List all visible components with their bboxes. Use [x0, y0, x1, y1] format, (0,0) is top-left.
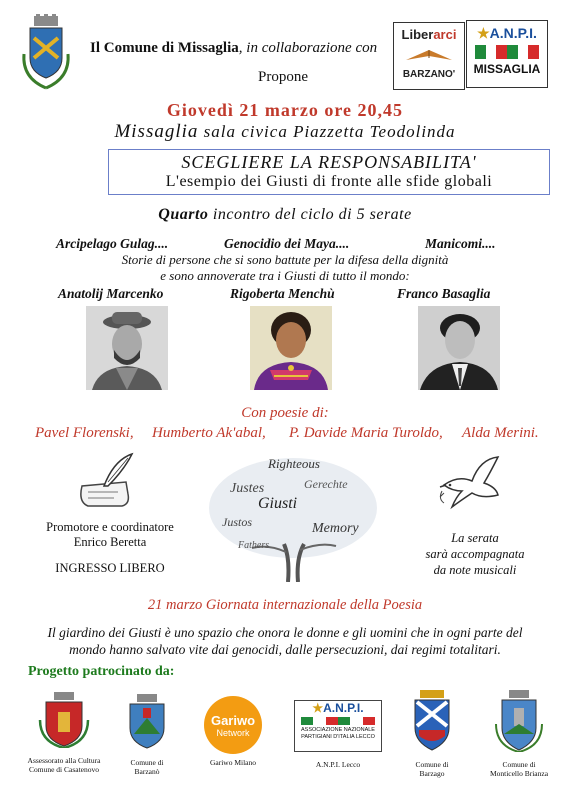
tree-word-3: Gerechte: [304, 477, 348, 491]
person-name-3: Franco Basaglia: [397, 286, 491, 301]
tree-word-7: Fathers: [238, 540, 270, 551]
anpi-lecco-logo: ★A.N.P.I. ASSOCIAZIONE NAZIONALE PARTIGIANI D'ITALIA LECCO: [294, 700, 382, 752]
title-box: [108, 149, 550, 195]
portrait-basaglia: [418, 306, 500, 390]
sponsor-anpi-lecco: ★A.N.P.I. ASSOCIAZIONE NAZIONALE PARTIGIANI D'ITALIA LECCO A.N.P.I. Lecco: [288, 700, 388, 769]
sponsors-heading: Progetto patrocinato da:: [28, 664, 175, 679]
book-icon: [394, 42, 464, 64]
liberarci-logo: Liberarci BARZANO': [393, 22, 465, 90]
topic-3: Manicomi....: [425, 236, 496, 251]
description-line-2: e sono annoverate tra i Giusti di tutto il mondo:: [160, 268, 410, 283]
sponsor-gariwo: Gariwo Network Gariwo Milano: [193, 696, 273, 767]
topic-2: Genocidio dei Maya....: [224, 236, 350, 251]
gariwo-logo: Gariwo Network: [204, 696, 262, 754]
sponsor-barzano: Comune di Barzanò: [107, 694, 187, 776]
tree-word-2: Justes: [230, 481, 265, 496]
comune-name: Il Comune di Missaglia: [90, 40, 239, 56]
portrait-marcenko: [86, 306, 168, 390]
poet-4: Alda Merini.: [462, 425, 539, 441]
barzago-crest: [407, 690, 457, 752]
organizer-block: [40, 520, 180, 550]
organizer-line: [90, 40, 377, 57]
barzano-crest: [122, 694, 172, 750]
sponsor-casatenovo: Assessorato alla Cultura Comune di Casatenovo: [24, 690, 104, 774]
casatenovo-crest: [36, 690, 92, 748]
sponsor-monticello: Comune di Monticello Brianza: [474, 690, 564, 778]
tree-word-5: Justos: [222, 515, 252, 529]
portrait-menchu: [250, 306, 332, 390]
music-block: La serata sarà accompagnata da note musicali: [425, 531, 525, 577]
tree-word-6: Memory: [312, 521, 359, 536]
poet-2: Humberto Ak'abal,: [152, 425, 266, 441]
garden-line-1: Il giardino dei Giusti è uno spazio che onora le donne e gli uomini che in ogni parte del: [47, 625, 523, 640]
tricolor-flag: [475, 45, 539, 59]
poet-1: Pavel Florenski,: [35, 425, 134, 441]
description-line-1: Storie di persone che si sono battute per la difesa della dignità: [121, 252, 449, 267]
garden-line-2: mondo hanno salvato vite dai genocidi, dalle persecuzioni, dai regimi totalitari.: [69, 642, 501, 657]
organizer-name: Enrico Beretta: [73, 535, 147, 549]
collab-text: , in collaborazione con: [238, 40, 378, 56]
poetry-heading: Con poesie di:: [241, 405, 329, 421]
quill-scroll-icon: [74, 452, 138, 514]
missaglia-crest: [20, 14, 72, 94]
topic-1: Arcipelago Gulag....: [56, 236, 169, 251]
organizer-role: Promotore e coordinatore: [46, 520, 174, 534]
poetry-day: 21 marzo Giornata internazionale della Poesia: [147, 597, 423, 613]
anpi-missaglia-logo: ★A.N.P.I. MISSAGLIA: [466, 20, 548, 88]
person-name-1: Anatolij Marcenko: [58, 286, 164, 301]
word-tree-illustration: [208, 448, 378, 582]
event-subtitle: L'esempio dei Giusti di fronte alle sfide globali: [165, 173, 493, 190]
sponsor-barzago: Comune di Barzago: [392, 690, 472, 778]
event-title: SCEGLIERE LA RESPONSABILITA': [181, 152, 477, 172]
free-entry: INGRESSO LIBERO: [55, 561, 165, 575]
poet-3: P. Davide Maria Turoldo,: [289, 425, 443, 441]
tree-word-1: Righteous: [268, 456, 320, 471]
series-line: Quarto incontro del ciclo di 5 serate: [158, 206, 412, 223]
propone-text: Propone: [258, 69, 308, 85]
dove-icon: [438, 455, 504, 511]
person-name-2: Rigoberta Menchù: [230, 286, 335, 301]
event-date: Giovedì 21 marzo ore 20,45: [166, 100, 404, 120]
tree-word-4: Giusti: [258, 495, 298, 512]
monticello-crest: [494, 690, 544, 752]
event-venue: Missaglia sala civica Piazzetta Teodolinda: [114, 121, 456, 142]
